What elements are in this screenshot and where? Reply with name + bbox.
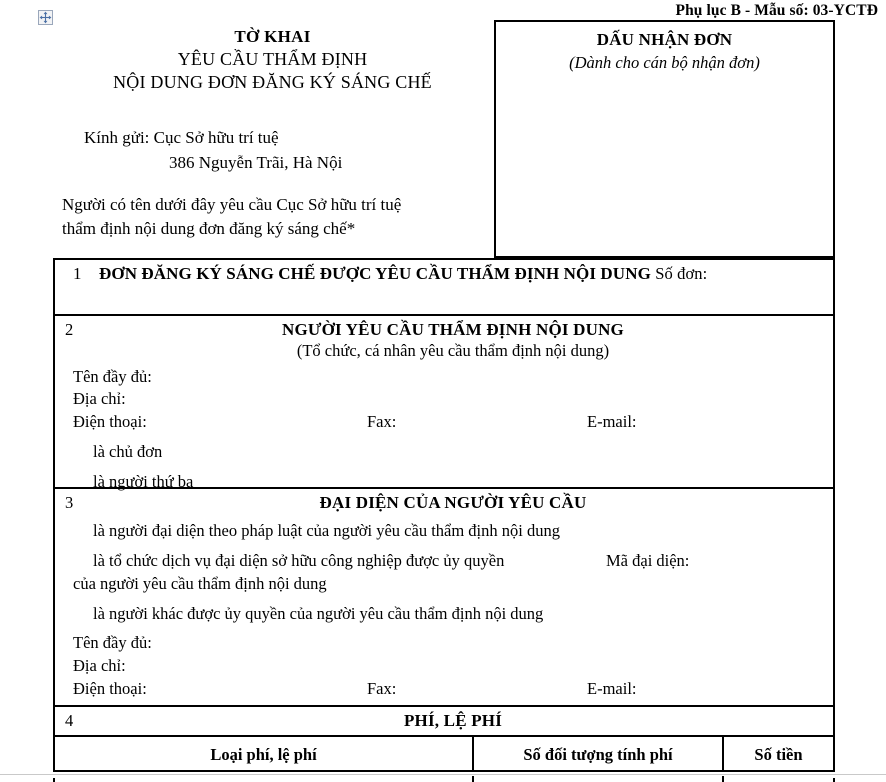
section-3: [55, 489, 833, 707]
checkbox-option-third-party-label: là người thứ ba: [93, 471, 194, 491]
fee-col-count-header: Số đối tượng tính phí: [474, 737, 724, 770]
addressee-block: [60, 126, 490, 175]
fee-table-divider-2: [722, 776, 724, 782]
requester-contact-row: [63, 411, 825, 434]
checkbox-option-legal-representative[interactable]: [63, 520, 825, 543]
checkbox-option-other-authorized-label: là người khác được ủy quyền của người yêu cầu thẩm định nội dung: [93, 603, 544, 623]
addressee-line2: 386 Nguyễn Trãi, Hà Nội: [169, 152, 343, 172]
section-1: [55, 260, 833, 316]
checkbox-option-legal-representative-label: là người đại diện theo pháp luật của người yêu cầu thẩm định nội dung: [93, 521, 560, 541]
representative-name-label: Tên đầy đủ:: [73, 633, 152, 653]
fee-table-continuation: [53, 778, 835, 782]
stamp-box-subtitle: (Dành cho cán bộ nhận đơn): [569, 53, 760, 72]
checkbox-option-ip-agency-label: là tổ chức dịch vụ đại diện sở hữu công nghiệp được ủy quyền: [93, 551, 505, 571]
fee-col-type-header: Loại phí, lệ phí: [55, 737, 474, 770]
section-2-heading: NGƯỜI YÊU CẦU THẨM ĐỊNH NỘI DUNG: [281, 320, 624, 339]
receipt-stamp-box: [494, 20, 835, 258]
annexe-reference: Phụ lục B - Mẫu số: 03-YCTĐ: [675, 2, 878, 19]
section-2-number: 2: [65, 320, 74, 339]
representative-contact-row: [63, 678, 825, 701]
intro-paragraph: [62, 193, 494, 241]
fee-table-header-row: [55, 737, 833, 772]
section-2: [55, 316, 833, 489]
section-4: [55, 707, 833, 737]
checkbox-option-owner[interactable]: [63, 441, 825, 464]
section-1-application-number-label: Số đơn:: [655, 264, 708, 283]
form-title: [60, 26, 485, 95]
section-1-heading-text: ĐƠN ĐĂNG KÝ SÁNG CHẾ ĐƯỢC YÊU CẦU THẨM ĐỊNH NỘI DUNG: [99, 264, 651, 283]
checkbox-option-owner-label: là chủ đơn: [93, 441, 163, 461]
ip-agency-continuation: của người yêu cầu thẩm định nội dung: [73, 573, 327, 593]
section-3-number: 3: [65, 493, 74, 512]
page-bottom-edge: [0, 774, 886, 775]
form-table: [53, 258, 835, 772]
representative-address-label: Địa chỉ:: [73, 656, 126, 676]
requester-name-label: Tên đầy đủ:: [73, 366, 152, 386]
fee-table-divider-1: [472, 776, 474, 782]
section-1-heading: [63, 263, 825, 285]
stamp-box-title: DẤU NHẬN ĐƠN: [596, 30, 733, 49]
representative-fax-label: Fax:: [367, 678, 397, 698]
section-1-number: 1: [73, 264, 82, 283]
representative-email-label: E-mail:: [587, 678, 637, 698]
representative-phone-label: Điện thoại:: [73, 678, 147, 698]
section-3-heading: ĐẠI DIỆN CỦA NGƯỜI YÊU CẦU: [319, 493, 587, 512]
section-4-heading: PHÍ, LỆ PHÍ: [403, 711, 503, 730]
form-title-line2: YÊU CẦU THẨM ĐỊNH: [177, 48, 368, 69]
move-arrows-icon[interactable]: [38, 10, 53, 25]
section-4-number: 4: [65, 711, 74, 730]
form-title-line3: NỘI DUNG ĐƠN ĐĂNG KÝ SÁNG CHẾ: [113, 72, 432, 93]
requester-address-label: Địa chỉ:: [73, 389, 126, 409]
section-2-subheading: (Tổ chức, cá nhân yêu cầu thẩm định nội dung): [296, 341, 610, 361]
requester-email-label: E-mail:: [587, 412, 637, 432]
intro-line1: Người có tên dưới đây yêu cầu Cục Sở hữu trí tuệ: [62, 195, 402, 214]
checkbox-option-ip-agency[interactable]: [63, 550, 825, 573]
agency-code-label: Mã đại diện:: [606, 551, 690, 571]
intro-line2: thẩm định nội dung đơn đăng ký sáng chế*: [62, 219, 356, 239]
form-title-line1: TỜ KHAI: [234, 27, 311, 46]
requester-fax-label: Fax:: [367, 412, 397, 432]
checkbox-option-other-authorized[interactable]: [63, 603, 825, 626]
addressee-line1: Kính gửi: Cục Sở hữu trí tuệ: [84, 128, 279, 147]
fee-col-amount-header: Số tiền: [754, 745, 803, 764]
requester-phone-label: Điện thoại:: [73, 412, 147, 432]
